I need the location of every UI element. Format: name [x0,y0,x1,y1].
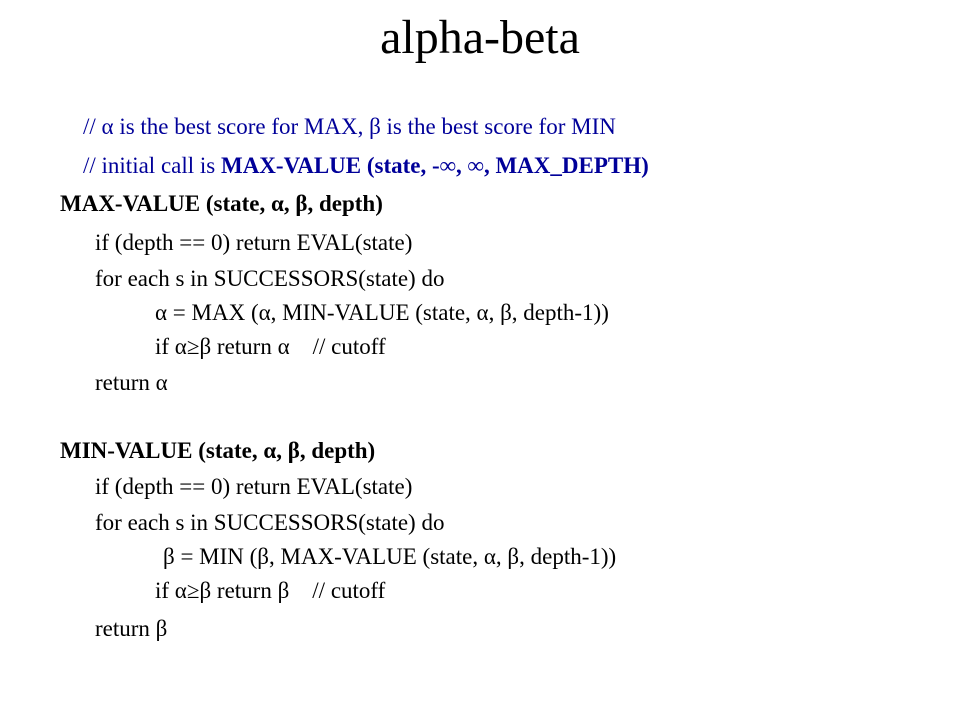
comment-prefix: // initial call is [83,153,221,178]
max-value-cutoff: if α≥β return α // cutoff [155,334,386,359]
initial-call-text: MAX-VALUE (state, -∞, ∞, MAX_DEPTH) [220,153,649,178]
comment-text: // α is the best score for MAX, β is the best score for MIN [83,114,616,139]
min-value-signature: MIN-VALUE (state, α, β, depth) [60,438,376,463]
min-value-depth-check: if (depth == 0) return EVAL(state) [95,474,413,499]
max-value-for-loop: for each s in SUCCESSORS(state) do [95,266,445,291]
max-value-return: return α [95,370,168,395]
min-value-cutoff: if α≥β return β // cutoff [155,578,386,603]
slide-title: alpha-beta [380,11,580,64]
min-value-for-loop: for each s in SUCCESSORS(state) do [95,510,445,535]
min-value-beta-update: β = MIN (β, MAX-VALUE (state, α, β, depth-1)) [163,544,617,569]
max-value-depth-check: if (depth == 0) return EVAL(state) [95,230,413,255]
max-value-alpha-update: α = MAX (α, MIN-VALUE (state, α, β, depth-1)) [155,300,609,325]
min-value-return: return β [95,616,168,641]
max-value-signature: MAX-VALUE (state, α, β, depth) [60,191,383,216]
